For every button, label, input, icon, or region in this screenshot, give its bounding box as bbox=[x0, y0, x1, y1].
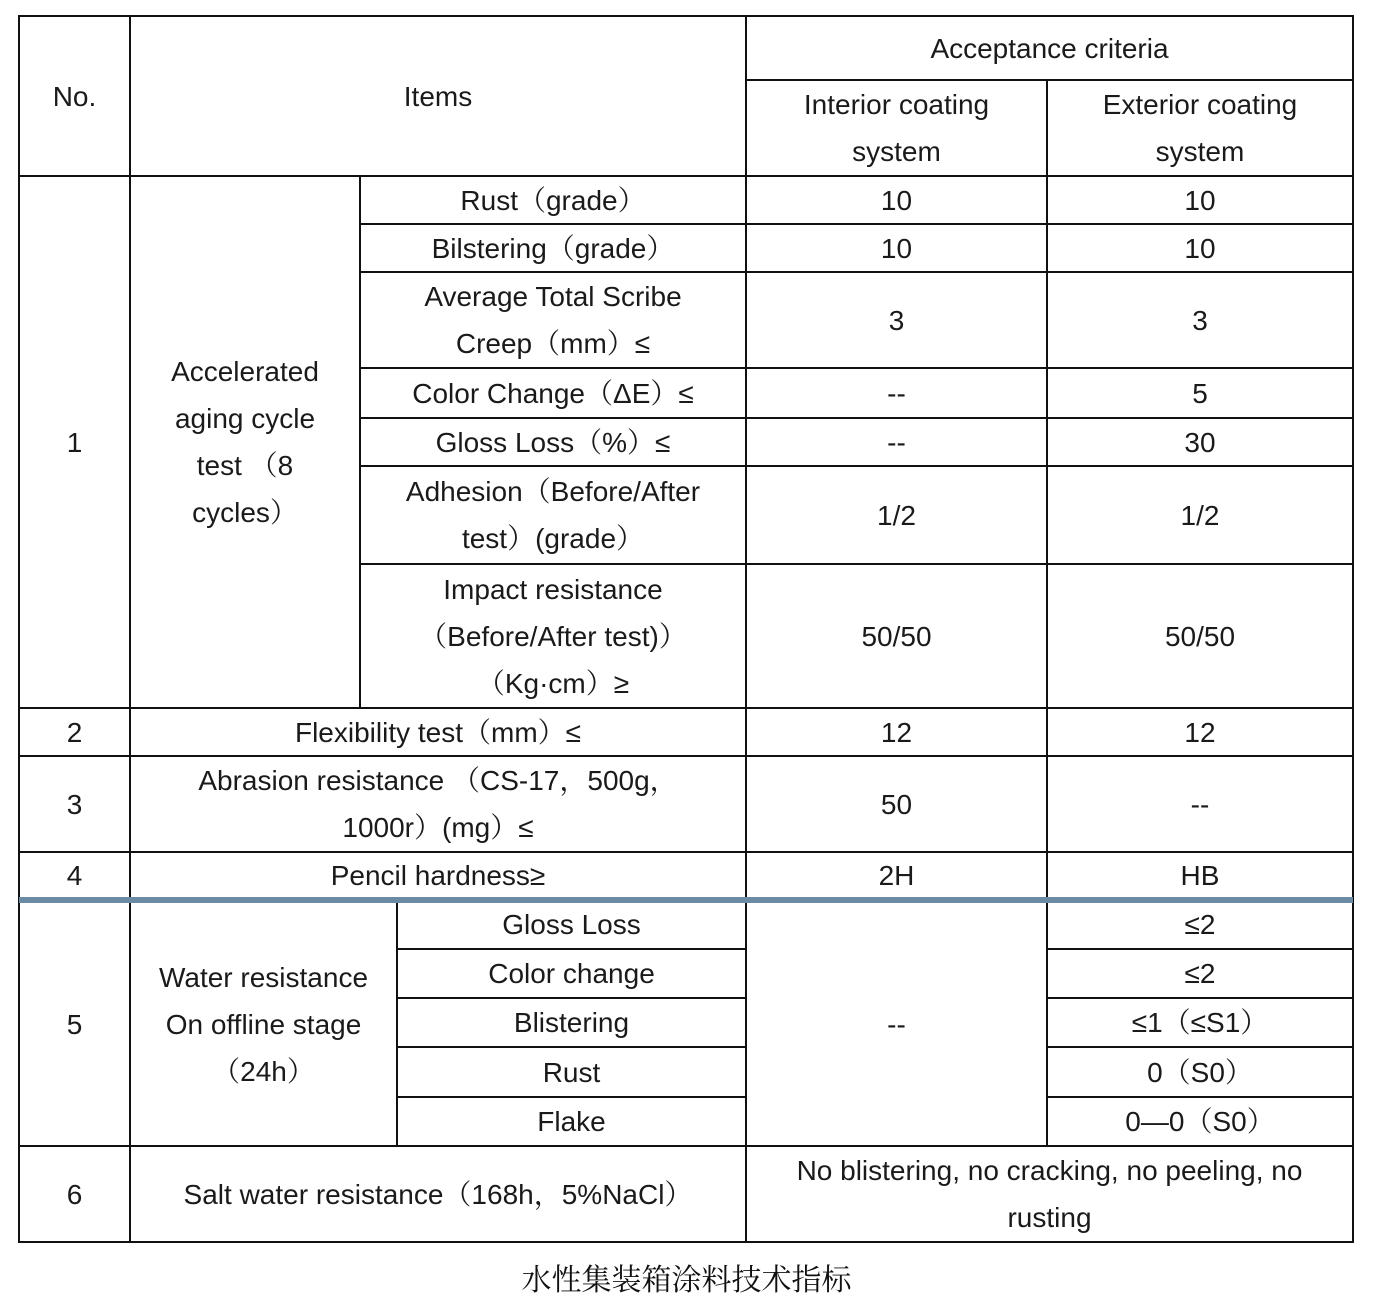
row6-no: 6 bbox=[66, 1178, 83, 1210]
header-exterior-coating: Exterior coating system bbox=[1102, 89, 1298, 167]
row5-gloss-item: Gloss Loss bbox=[502, 909, 641, 940]
row2-exterior: 12 bbox=[1184, 716, 1216, 748]
row1-rust-interior: 10 bbox=[880, 184, 913, 216]
row1-adhesion-item: Adhesion（Before/After test）(grade） bbox=[405, 476, 701, 554]
row1-color-interior: -- bbox=[887, 377, 906, 409]
row1-color-item: Color Change（ΔE）≤ bbox=[412, 377, 694, 409]
row1-impact-interior: 50/50 bbox=[861, 620, 932, 652]
row2-interior: 12 bbox=[880, 716, 913, 748]
row1-impact-item: Impact resistance （Before/After test)）（Kg·cm）≥ bbox=[419, 573, 687, 699]
row1-adhesion-interior: 1/2 bbox=[877, 499, 916, 531]
row5-blister-item: Blistering bbox=[513, 1007, 630, 1038]
header-acceptance-criteria: Acceptance criteria bbox=[930, 32, 1169, 64]
row1-adhesion-exterior: 1/2 bbox=[1180, 499, 1220, 531]
row1-blister-interior: 10 bbox=[880, 232, 913, 264]
row5-no: 5 bbox=[66, 1009, 83, 1040]
row1-gloss-item: Gloss Loss（%）≤ bbox=[435, 426, 671, 458]
header-interior-coating: Interior coating system bbox=[803, 89, 990, 167]
row5-gloss-exterior: ≤2 bbox=[1184, 909, 1216, 940]
row6-criteria: No blistering, no cracking, no peeling, no rusting bbox=[796, 1155, 1303, 1233]
row3-item: Abrasion resistance （CS-17，500g，1000r）(mg）≤ bbox=[198, 765, 678, 843]
row1-no: 1 bbox=[66, 426, 83, 458]
row3-exterior: -- bbox=[1190, 788, 1210, 820]
row5-interior: -- bbox=[887, 1009, 906, 1040]
row4-exterior: HB bbox=[1180, 859, 1220, 891]
row4-no: 4 bbox=[66, 859, 83, 891]
table-caption: 水性集装箱涂料技术指标 bbox=[521, 1263, 852, 1298]
row1-group-label: Accelerated aging cycle test （8 cycles） bbox=[171, 356, 319, 528]
row1-impact-exterior: 50/50 bbox=[1164, 620, 1236, 652]
row2-item: Flexibility test（mm）≤ bbox=[294, 716, 582, 748]
row5-blister-exterior: ≤1（≤S1） bbox=[1131, 1007, 1269, 1038]
row5-rust-item: Rust bbox=[542, 1056, 601, 1088]
row1-blister-exterior: 10 bbox=[1184, 232, 1216, 264]
row1-blister-item: Bilstering（grade） bbox=[431, 232, 675, 264]
row1-scribe-exterior: 3 bbox=[1192, 304, 1208, 336]
header-no: No. bbox=[52, 80, 97, 112]
row3-no: 3 bbox=[66, 788, 83, 820]
row1-gloss-interior: -- bbox=[887, 426, 906, 458]
row1-scribe-interior: 3 bbox=[888, 304, 905, 336]
row1-gloss-exterior: 30 bbox=[1184, 426, 1216, 458]
row5-color-item: Color change bbox=[488, 958, 655, 989]
row6-item: Salt water resistance（168h，5%NaCl） bbox=[183, 1178, 693, 1210]
row5-color-exterior: ≤2 bbox=[1184, 958, 1216, 989]
row4-interior: 2H bbox=[878, 859, 915, 891]
row4-item: Pencil hardness≥ bbox=[330, 859, 546, 891]
row2-no: 2 bbox=[66, 716, 83, 748]
row3-interior: 50 bbox=[880, 788, 913, 820]
row1-color-exterior: 5 bbox=[1192, 377, 1208, 409]
row1-scribe-item: Average Total Scribe Creep（mm）≤ bbox=[424, 281, 682, 359]
header-items: Items bbox=[403, 80, 473, 112]
row5-group-label: Water resistance On offline stage （24h） bbox=[158, 962, 369, 1087]
row5-rust-exterior: 0（S0） bbox=[1147, 1056, 1253, 1088]
row1-rust-item: Rust（grade） bbox=[460, 184, 646, 216]
row5-flake-exterior: 0—0（S0） bbox=[1125, 1106, 1275, 1137]
row1-rust-exterior: 10 bbox=[1184, 184, 1216, 216]
row5-flake-item: Flake bbox=[537, 1106, 606, 1137]
